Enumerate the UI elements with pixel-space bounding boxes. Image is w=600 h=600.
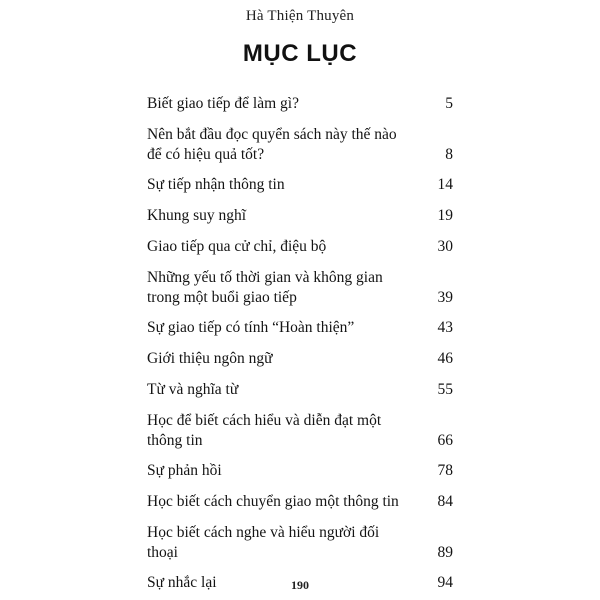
- toc-entry-title: Nên bắt đầu đọc quyển sách này thế nào để có hiệu quả tốt?: [147, 126, 397, 163]
- toc-entry: [147, 492, 453, 523]
- toc-entry: [147, 268, 453, 318]
- page-number: 190: [291, 578, 309, 592]
- toc-entry: [147, 523, 453, 573]
- toc-entry-page: 43: [437, 319, 453, 336]
- toc-entry-title: Biết giao tiếp để làm gì?: [147, 95, 299, 112]
- toc-entry-title: Những yếu tố thời gian và không gian trong một buổi giao tiếp: [147, 269, 383, 306]
- toc-entry: [147, 125, 453, 175]
- toc-entry: [147, 206, 453, 237]
- toc-entry-page: 55: [437, 381, 453, 398]
- toc-entry-page: 66: [437, 432, 453, 449]
- toc-entry: [147, 94, 453, 125]
- page-title: MỤC LỤC: [242, 40, 358, 67]
- toc-entry-page: 30: [437, 238, 453, 255]
- toc-entry-title: Sự nhắc lại: [147, 574, 217, 591]
- toc-entry: [147, 175, 453, 206]
- toc-entry: [147, 380, 453, 411]
- toc-entry-title: Giới thiệu ngôn ngữ: [147, 350, 273, 367]
- toc-entry-page: 84: [437, 493, 453, 510]
- toc-entry: [147, 349, 453, 380]
- toc-entry-page: 5: [445, 95, 453, 112]
- toc-entry-page: 78: [437, 462, 453, 479]
- toc-entry-title: Từ và nghĩa từ: [147, 381, 239, 398]
- toc-entry: [147, 318, 453, 349]
- toc-entry-title: Sự tiếp nhận thông tin: [147, 176, 285, 193]
- running-header-author: Hà Thiện Thuyên: [245, 8, 355, 24]
- toc-entry-page: 8: [445, 146, 453, 163]
- toc-entry-page: 94: [437, 574, 453, 591]
- toc-entry-page: 89: [437, 544, 453, 561]
- toc-entry-page: 46: [437, 350, 453, 367]
- toc-entry-title: Giao tiếp qua cử chỉ, điệu bộ: [147, 238, 327, 255]
- toc-entry-title: Học biết cách chuyển giao một thông tin: [147, 493, 399, 510]
- toc-entry-title: Học biết cách nghe và hiểu người đối thoại: [147, 524, 380, 561]
- toc-entry-title: Khung suy nghĩ: [147, 207, 247, 224]
- toc-entry-page: 19: [437, 207, 453, 224]
- toc-entry-title: Sự giao tiếp có tính “Hoàn thiện”: [147, 319, 355, 336]
- toc-entry: [147, 237, 453, 268]
- toc-entry: [147, 461, 453, 492]
- toc-entry-title: Sự phản hồi: [147, 462, 222, 479]
- table-of-contents: [147, 94, 453, 600]
- toc-entry: [147, 411, 453, 461]
- toc-entry-title: Học để biết cách hiểu và diễn đạt một thông tin: [147, 412, 382, 449]
- toc-entry-page: 14: [437, 176, 453, 193]
- toc-entry-page: 39: [437, 289, 453, 306]
